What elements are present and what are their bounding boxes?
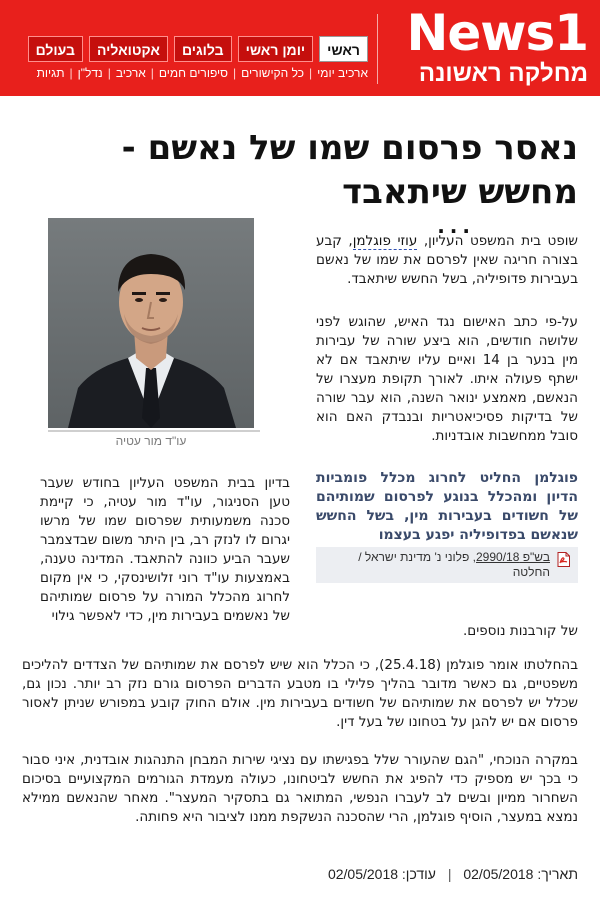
date-value: 02/05/2018 [463,866,534,882]
judge-name-link[interactable]: עוזי פוגלמן [352,233,418,249]
article-lead [316,232,578,289]
lead-text-start: שופט בית המשפט העליון, [417,233,578,249]
sublink-hot-stories[interactable]: סיפורים חמים [158,66,229,80]
portrait-illustration [48,218,254,428]
sublink-archive[interactable]: ארכיב [115,66,146,80]
updated-label: עודכן: [401,866,436,882]
caption-divider [48,430,260,432]
tab-home[interactable]: ראשי [319,36,368,62]
date-separator: | [447,866,452,882]
photo-caption: עו"ד מור עטיה [115,434,187,448]
brand-subtitle: מחלקה ראשונה [418,60,588,87]
date-label: תאריך: [537,866,578,882]
header-divider [377,14,378,84]
article-paragraph-4: בהחלטתו אומר פוגלמן (25.4.18), כי הכלל הוא שיש לפרסם את שמותיהם של הצדדים להליכים משפטיים, גם כאשר מדובר בהליך פלילי בו מטבע הדברים הפרסום גורם נזק רב יותר. נכון גם, שכלל יש לפרסם את שמותיהם של חשודים בעבירות מין. אולם החוק קובע במפורש שניתן לאסור פרסום אם יש להגן על בטחונו של בעל דין. [22,657,579,730]
article-photo [48,218,254,428]
updated-value: 02/05/2018 [327,866,399,882]
article-pull-quote: פוגלמן החליט לחרוג מכלל פומביות הדיון ומהכלל בנוגע לפרסום שמותיהם של חשודים בעבירות מין, בשל החשש שנאשם בפדופיליה יפגע בעצמו [316,470,578,543]
brand-name: News1 [406,4,588,62]
article-title: נאסר פרסום שמו של נאשם - מחשש שיתאבד [121,128,578,212]
site-logo[interactable] [388,6,588,90]
site-header [0,0,600,96]
tab-current-affairs[interactable]: אקטואליה [89,36,168,62]
title-ellipsis: ... [437,214,475,238]
main-nav [28,36,368,62]
sublink-tags[interactable]: תגיות [36,66,65,80]
sublink-separator: | [69,66,73,80]
article-dates [328,866,578,882]
pdf-icon[interactable] [557,552,570,567]
tab-world[interactable]: בעולם [28,36,83,62]
tab-blogs[interactable]: בלוגים [174,36,232,62]
lead-text-end: , קבע בצורה חריגה שאין לפרסם את שמו של נאשם בעבירות פדופיליה, בשל החשש שיתאבד. [316,233,578,287]
sublink-daily-archive[interactable]: ארכיב יומי [317,66,368,80]
article-paragraph-2: על-פי כתב האישום נגד האיש, שהוגש לפני שלושה חודשים, הוא ביצע שורה של עבירות מין בנער בן 14 ואיים עליו שיתאבד אם לא ישתף פעולה איתו. לאורך תקופת מעצרו של הנאשם, מאמצע ינואר השנה, הוא עבר שורה של בדיקות פסיכיאטריות ובנבדק האם הוא סובל ממחשבות אובדניות. [316,314,578,444]
sublink-real-estate[interactable]: נדל"ן [77,66,103,80]
sublink-separator: | [309,66,313,80]
ruling-reference-box [316,547,578,583]
ruling-case-link[interactable]: בש"פ 2990/18 [476,550,550,564]
article-paragraph-3: בדיון בבית המשפט העליון בחודש שעבר טען הסניגור, עו"ד מור עטיה, כי קיימת סכנה משמעותית שפרסום שמו של מרשו יגרום לו לנזק רב, בין היתר משום שבדצמבר שעבר הביע כוונה להתאבד. המדינה טענה, באמצעות עו"ד רוני זלושינסקי, כי אין מקום לחרוג מהכלל המורה על פרסום שמותיהם של נאשמים בעבירות מין, כדי לאפשר גילוי [40,475,290,624]
ruling-case-title: , פלוני נ' מדינת ישראל / החלטה [358,550,550,579]
sublink-separator: | [107,66,111,80]
sublink-separator: | [233,66,237,80]
ruling-reference [324,550,550,580]
article-paragraph-5: במקרה הנוכחי, "הגם שהעורר שלל בפגישתו עם נציגי שירות המבחן התנהגות אובדנית, איני סבור כי בכך יש מספיק כדי להפיג את החשש לביטחונו, כעולה מעמדת הגורמים המקצועיים בסיכום השחרור ממיון ובשים לב לעברו הנפשי, המתואר גם בתסקיר המעצר". מאחר שהנאשם ממילא נמצא במעצר, הוסיף פוגלמן, הרי שהסכנה הנשקפת ממנו לציבור היא פחותה. [22,752,578,825]
sublink-separator: | [150,66,154,80]
article-paragraph-3-continuation: של קורבנות נוספים. [462,623,578,639]
sublink-all-links[interactable]: כל הקישורים [241,66,304,80]
sub-nav [37,66,368,80]
tab-main-diary[interactable]: יומן ראשי [238,36,314,62]
